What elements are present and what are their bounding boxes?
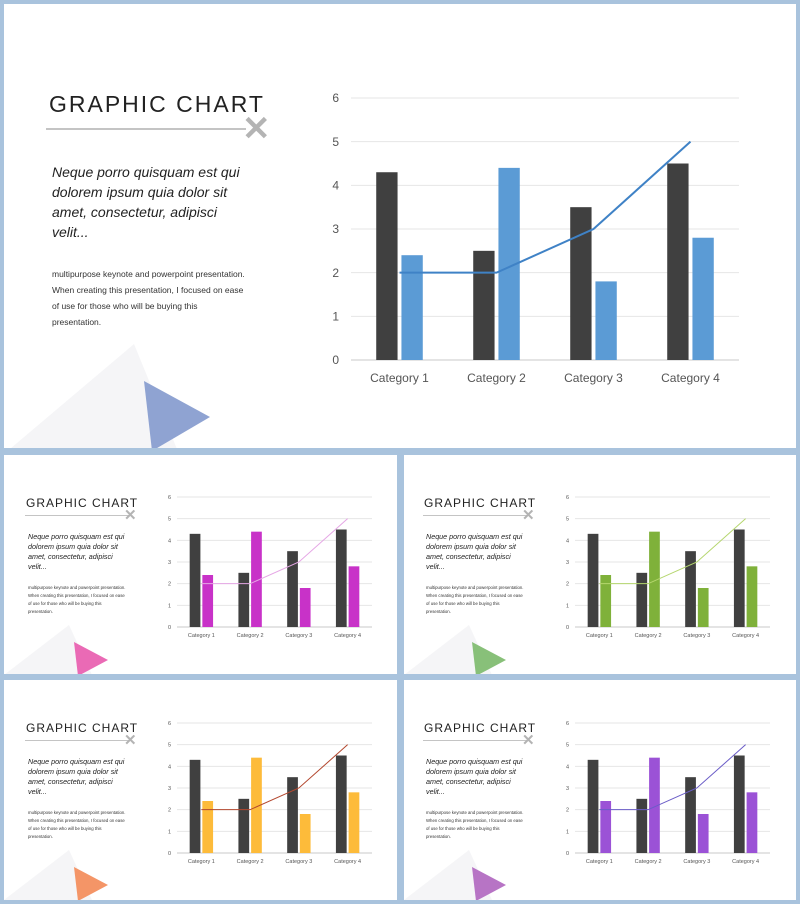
decor-triangle xyxy=(142,381,212,448)
decor-triangle xyxy=(471,642,507,674)
bar-series-2 xyxy=(600,575,611,627)
bar-series-1 xyxy=(473,251,494,360)
slide-title: GRAPHIC CHART xyxy=(26,721,139,735)
x-category-label: Category 1 xyxy=(585,633,613,639)
bar-series-2 xyxy=(401,255,422,360)
bar-series-1 xyxy=(336,530,347,628)
bar-series-2 xyxy=(349,792,360,853)
bar-series-2 xyxy=(202,575,213,627)
y-tick-label: 3 xyxy=(565,559,569,566)
triangle-shape xyxy=(74,867,108,900)
y-tick-label: 0 xyxy=(565,624,569,631)
bar-series-1 xyxy=(336,756,347,854)
body-text: multipurpose keynote and powerpoint presentation. When creating this presentation, I focused on ease of use for those who will be buying this presentation. xyxy=(28,810,126,839)
slide-variant-green[interactable] xyxy=(404,455,796,674)
y-tick-label: 0 xyxy=(167,850,171,857)
close-icon: ✕ xyxy=(242,110,271,148)
y-tick-label: 6 xyxy=(565,494,569,501)
title-rule xyxy=(423,515,527,516)
close-icon: ✕ xyxy=(522,732,535,749)
bar-series-1 xyxy=(734,530,745,628)
bar-series-1 xyxy=(636,799,647,853)
x-category-label: Category 2 xyxy=(236,633,264,639)
x-category-label: Category 3 xyxy=(285,859,313,865)
slide-title: GRAPHIC CHART xyxy=(26,496,139,510)
slide-variant-magenta[interactable] xyxy=(4,455,397,674)
y-tick-label: 3 xyxy=(565,785,569,792)
bar-series-1 xyxy=(667,164,688,361)
decor-triangle xyxy=(471,867,507,900)
body-text: multipurpose keynote and powerpoint presentation. When creating this presentation, I focused on ease of use for those who will be buying this presentation. xyxy=(28,585,126,614)
chart-variant xyxy=(559,491,774,643)
y-tick-label: 0 xyxy=(565,850,569,857)
quote-text: Neque porro quisquam est qui dolorem ipsum quia dolor sit amet, consectetur, adipisci velit... xyxy=(426,532,523,571)
triangle-shape xyxy=(144,381,210,448)
slide-title: GRAPHIC CHART xyxy=(424,496,537,510)
close-icon: ✕ xyxy=(124,732,137,749)
triangle-shape xyxy=(472,867,506,900)
y-tick-label: 2 xyxy=(167,581,171,588)
y-tick-label: 3 xyxy=(332,222,339,237)
x-category-label: Category 3 xyxy=(683,859,711,865)
slide-variant-purple[interactable] xyxy=(404,680,796,900)
bar-series-1 xyxy=(190,534,201,627)
chart-main xyxy=(319,84,749,394)
y-tick-label: 2 xyxy=(565,581,569,588)
x-category-label: Category 3 xyxy=(564,371,623,385)
slide-title: GRAPHIC CHART xyxy=(424,721,537,735)
y-tick-label: 1 xyxy=(565,829,569,836)
x-category-label: Category 1 xyxy=(187,633,215,639)
y-tick-label: 4 xyxy=(332,178,339,193)
close-icon: ✕ xyxy=(124,507,137,524)
title-rule xyxy=(423,740,527,741)
chart-variant xyxy=(559,717,774,869)
bar-series-1 xyxy=(376,172,397,360)
bar-series-2 xyxy=(300,588,311,627)
title-rule xyxy=(25,515,129,516)
y-tick-label: 1 xyxy=(167,603,171,610)
bar-series-1 xyxy=(287,551,298,627)
triangle-shape xyxy=(472,642,506,674)
line-series-3 xyxy=(201,519,347,584)
y-tick-label: 5 xyxy=(332,134,339,149)
x-category-label: Category 4 xyxy=(661,371,720,385)
x-category-label: Category 1 xyxy=(585,859,613,865)
y-tick-label: 4 xyxy=(167,538,171,545)
line-series-3 xyxy=(599,519,745,584)
x-category-label: Category 1 xyxy=(187,859,215,865)
x-category-label: Category 3 xyxy=(683,633,711,639)
quote-text: Neque porro quisquam est qui dolorem ipsum quia dolor sit amet, consectetur, adipisci velit... xyxy=(28,532,125,571)
bar-series-1 xyxy=(588,534,599,627)
bar-series-2 xyxy=(692,238,713,360)
x-category-label: Category 2 xyxy=(467,371,526,385)
bar-series-2 xyxy=(349,566,360,627)
bar-series-2 xyxy=(747,792,758,853)
bar-series-2 xyxy=(698,814,709,853)
y-tick-label: 4 xyxy=(167,764,171,771)
quote-text: Neque porro quisquam est qui dolorem ipsum quia dolor sit amet, consectetur, adipisci velit... xyxy=(426,757,523,796)
slide-title: GRAPHIC CHART xyxy=(49,91,265,117)
x-category-label: Category 2 xyxy=(236,859,264,865)
y-tick-label: 1 xyxy=(332,309,339,324)
bar-series-1 xyxy=(636,573,647,627)
bar-series-1 xyxy=(570,207,591,360)
y-tick-label: 5 xyxy=(565,742,569,749)
decor-triangle xyxy=(73,642,109,674)
body-text: multipurpose keynote and powerpoint presentation. When creating this presentation, I focused on ease of use for those who will be buying this presentation. xyxy=(52,269,245,327)
bar-series-2 xyxy=(698,588,709,627)
y-tick-label: 5 xyxy=(167,742,171,749)
y-tick-label: 2 xyxy=(565,807,569,814)
y-tick-label: 2 xyxy=(167,807,171,814)
body-text: multipurpose keynote and powerpoint presentation. When creating this presentation, I focused on ease of use for those who will be buying this presentation. xyxy=(426,585,524,614)
x-category-label: Category 2 xyxy=(634,859,662,865)
slide-variant-orange[interactable] xyxy=(4,680,397,900)
y-tick-label: 6 xyxy=(167,720,171,727)
line-series-3 xyxy=(599,745,745,810)
bar-series-1 xyxy=(734,756,745,854)
x-category-label: Category 3 xyxy=(285,633,313,639)
line-series-3 xyxy=(400,142,691,273)
y-tick-label: 4 xyxy=(565,764,569,771)
close-icon: ✕ xyxy=(522,507,535,524)
chart-variant xyxy=(161,717,376,869)
x-category-label: Category 4 xyxy=(334,859,362,865)
title-rule xyxy=(25,740,129,741)
bar-series-1 xyxy=(190,760,201,853)
bar-series-2 xyxy=(595,281,616,360)
x-category-label: Category 4 xyxy=(334,633,362,639)
bar-series-1 xyxy=(588,760,599,853)
triangle-shape xyxy=(74,642,108,674)
quote-text: Neque porro quisquam est qui dolorem ipsum quia dolor sit amet, consectetur, adipisci velit... xyxy=(52,164,240,240)
bar-series-1 xyxy=(238,573,249,627)
y-tick-label: 1 xyxy=(167,829,171,836)
y-tick-label: 3 xyxy=(167,785,171,792)
bar-series-2 xyxy=(747,566,758,627)
bar-series-1 xyxy=(238,799,249,853)
y-tick-label: 5 xyxy=(565,516,569,523)
bar-series-2 xyxy=(600,801,611,853)
y-tick-label: 2 xyxy=(332,265,339,280)
x-category-label: Category 4 xyxy=(732,859,760,865)
x-category-label: Category 1 xyxy=(370,371,429,385)
line-series-3 xyxy=(201,745,347,810)
y-tick-label: 3 xyxy=(167,559,171,566)
x-category-label: Category 4 xyxy=(732,633,760,639)
y-tick-label: 6 xyxy=(332,91,339,106)
bar-series-2 xyxy=(300,814,311,853)
y-tick-label: 0 xyxy=(167,624,171,631)
decor-triangle xyxy=(73,867,109,900)
title-rule xyxy=(46,128,246,130)
y-tick-label: 5 xyxy=(167,516,171,523)
y-tick-label: 4 xyxy=(565,538,569,545)
bar-series-1 xyxy=(685,777,696,853)
bar-series-1 xyxy=(685,551,696,627)
chart-variant xyxy=(161,491,376,643)
y-tick-label: 6 xyxy=(167,494,171,501)
y-tick-label: 6 xyxy=(565,720,569,727)
slide-main[interactable] xyxy=(4,4,796,448)
y-tick-label: 0 xyxy=(332,353,339,368)
quote-text: Neque porro quisquam est qui dolorem ipsum quia dolor sit amet, consectetur, adipisci velit... xyxy=(28,757,125,796)
x-category-label: Category 2 xyxy=(634,633,662,639)
bar-series-1 xyxy=(287,777,298,853)
body-text: multipurpose keynote and powerpoint presentation. When creating this presentation, I focused on ease of use for those who will be buying this presentation. xyxy=(426,810,524,839)
bar-series-2 xyxy=(202,801,213,853)
y-tick-label: 1 xyxy=(565,603,569,610)
